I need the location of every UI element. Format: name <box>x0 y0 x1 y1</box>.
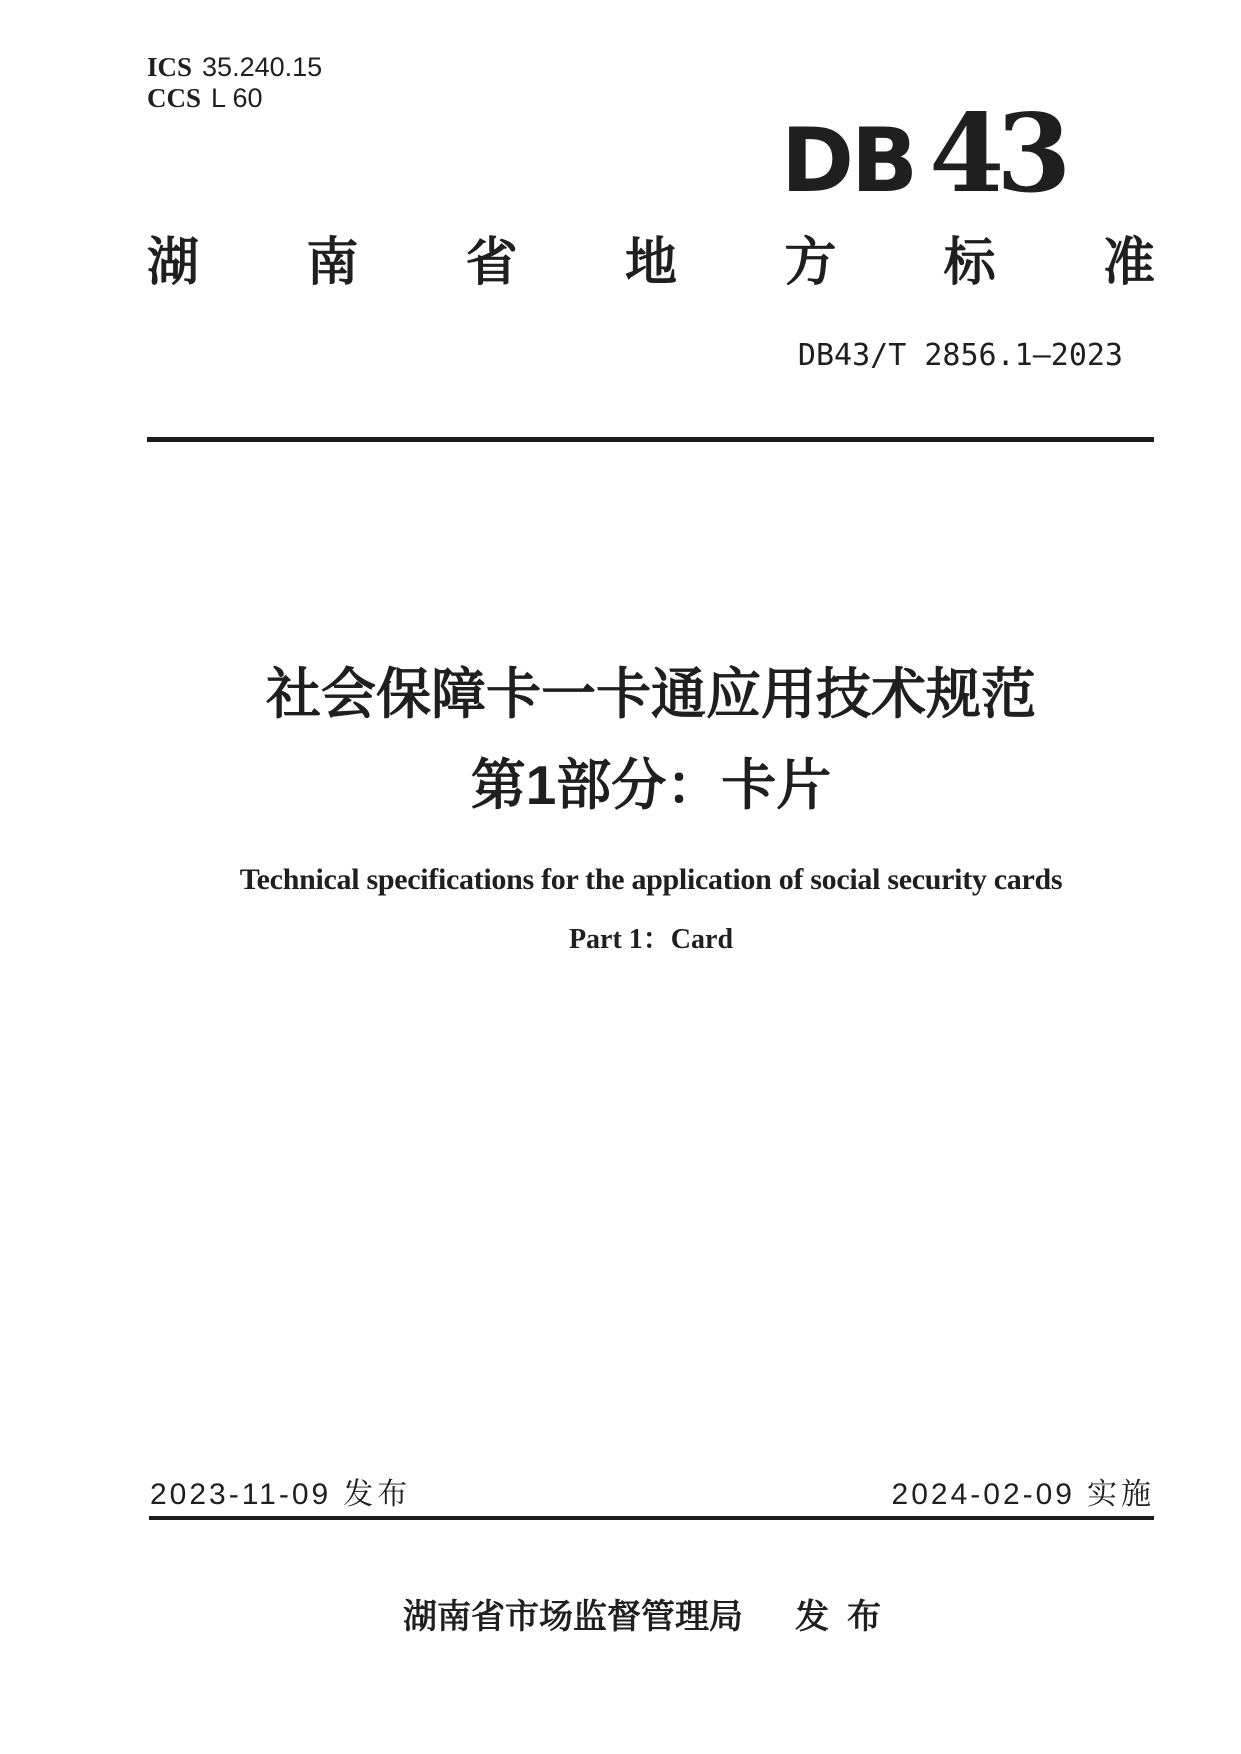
standard-code: DB43/T 2856.1—2023 <box>797 338 1123 373</box>
doc-part-en: Part 1：Card <box>568 924 734 955</box>
issue-date: 2023-11-09 <box>150 1478 332 1511</box>
ccs-value: L 60 <box>211 83 263 113</box>
ics-value: 35.240.15 <box>202 52 323 82</box>
standard-type-char: 方 <box>784 234 837 292</box>
ics-label: ICS <box>147 52 193 82</box>
issuer-name: 湖南省市场监督管理局 <box>403 1598 743 1636</box>
standard-type-char: 南 <box>306 234 359 292</box>
ics-code-line <box>147 52 322 83</box>
footer-divider <box>149 1516 1154 1520</box>
db-logo-prefix: DB <box>781 109 916 212</box>
implementation-date-line <box>892 1480 1155 1510</box>
doc-title-en: Technical specifications for the application of social security cards <box>239 863 1063 896</box>
doc-title-zh: 社会保障卡一卡通应用技术规范 <box>265 663 1036 725</box>
standard-type-char: 地 <box>624 234 677 292</box>
standard-type-heading <box>147 234 1155 292</box>
standard-type-char: 省 <box>465 234 518 292</box>
date-row <box>150 1480 1155 1510</box>
db43-logo <box>781 91 1064 217</box>
ccs-label: CCS <box>147 83 202 113</box>
publisher-line <box>147 1600 1155 1634</box>
implementation-date: 2024-02-09 <box>891 1478 1075 1511</box>
issue-date-line <box>150 1480 411 1510</box>
classification-codes <box>147 52 322 114</box>
title-block <box>147 663 1155 956</box>
implementation-date-label: 实施 <box>1087 1478 1155 1511</box>
db-logo-region-number: 43 <box>929 91 1064 217</box>
standard-type-char: 准 <box>1102 234 1155 292</box>
standard-type-char: 标 <box>943 234 996 292</box>
doc-subtitle-zh: 第1部分：卡片 <box>470 754 832 816</box>
header-divider <box>147 437 1154 442</box>
standard-type-char: 湖 <box>147 234 200 292</box>
ccs-code-line <box>147 83 322 114</box>
issuer-action: 发布 <box>795 1598 899 1636</box>
issue-date-label: 发布 <box>343 1478 412 1511</box>
